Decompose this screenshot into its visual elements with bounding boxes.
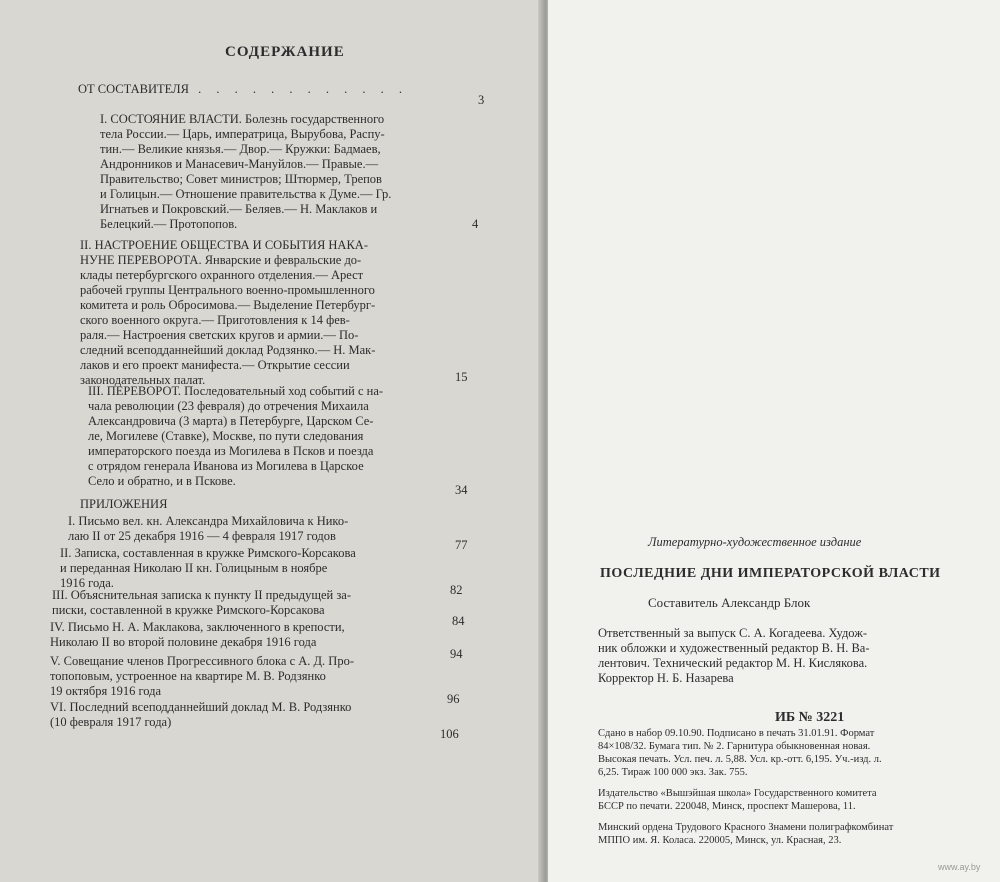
imprint-block: Сдано в набор 09.10.90. Подписано в печать 31.01.91. Формат 84×108/32. Бумага тип. № 2. Гарнитура обыкновенная новая. Высокая печать. Усл. печ. л. 5,88. Усл. кр.-отт. 6,195. Уч.-изд. л. 6,25. Тираж 100 000 экз. Зак. 755. xyxy=(598,728,882,778)
toc-page-number: 82 xyxy=(450,583,463,597)
book-title: ПОСЛЕДНИЕ ДНИ ИМПЕРАТОРСКОЙ ВЛАСТИ xyxy=(600,566,941,581)
toc-entry-chapter-3 xyxy=(88,384,458,489)
toc-entry-text: VI. Последний всеподданнейший доклад М. В. Родзянко (10 февраля 1917 года) xyxy=(50,700,352,729)
toc-page-number: 77 xyxy=(455,538,468,552)
toc-page-number: 94 xyxy=(450,647,463,661)
toc-appendix-4 xyxy=(50,620,450,650)
toc-title: СОДЕРЖАНИЕ xyxy=(225,44,345,60)
compiler-line: Составитель Александр Блок xyxy=(648,595,811,610)
toc-entry-text: I. Письмо вел. кн. Александра Михайловича к Нико- лаю II от 25 декабря 1916 — 4 февраля 1917 годов xyxy=(68,514,349,543)
toc-entry-chapter-1 xyxy=(100,112,470,232)
toc-entry-text: V. Совещание членов Прогрессивного блока с А. Д. Про- топоповым, устроенное на квартире М. В. Родзянко 19 октября 1916 года xyxy=(50,654,354,698)
toc-entry-text: ОТ СОСТАВИТЕЛЯ xyxy=(78,82,189,96)
toc-page-number: 84 xyxy=(452,614,465,628)
toc-entry-chapter-2 xyxy=(80,238,460,388)
toc-page-number: 34 xyxy=(455,483,468,497)
toc-page-number: 96 xyxy=(447,692,460,706)
publisher-block: Издательство «Вышэйшая школа» Государственного комитета БССР по печати. 220048, Минск, проспект Машерова, 11. xyxy=(598,788,877,812)
toc-entry-text: III. ПЕРЕВОРОТ. Последовательный ход событий с на- чала революции (23 февраля) до отречения Михаила Александровича (3 марта) в Петербурге, Царском Се- ле, Могилеве (Ставке), Москве, по пути следования императорского поезда из Могилева в Псков и поезда с отрядом генерала Иванова из Могилева в Царское Село и обратно, и в Пскове. xyxy=(88,384,384,488)
toc-entry-text: III. Объяснительная записка к пункту II предыдущей за- писки, составленной в кружке Римского-Корсакова xyxy=(52,588,352,617)
toc-appendix-1 xyxy=(68,514,448,544)
toc-appendix-3 xyxy=(52,588,452,618)
toc-entry-text: II. Записка, составленная в кружке Римского-Корсакова и переданная Николаю II кн. Голицыным в ноябре 1916 года. xyxy=(60,546,356,590)
toc-entry-text: ПРИЛОЖЕНИЯ xyxy=(80,497,168,511)
toc-page-number: 3 xyxy=(478,93,485,107)
toc-appendix-2 xyxy=(60,546,450,591)
credits-block: Ответственный за выпуск С. А. Когадеева. Худож- ник обложки и художественный редактор В. Н. Ва- лентович. Технический редактор М. Н. Кислякова. Корректор Н. Б. Назарева xyxy=(598,626,870,685)
toc-page-number: 4 xyxy=(472,217,479,231)
toc-page-number: 15 xyxy=(455,370,468,384)
toc-entry-foreword xyxy=(78,82,408,97)
leader-dots: . . . . . . . . . . . . xyxy=(188,82,408,96)
toc-appendices-heading xyxy=(80,497,167,512)
toc-page-number: 106 xyxy=(440,727,459,741)
printer-block: Минский ордена Трудового Красного Знамени полиграфкомбинат МППО им. Я. Коласа. 220005, Минск, ул. Красная, 23. xyxy=(598,822,894,846)
toc-appendix-6 xyxy=(50,700,450,730)
watermark: www.ay.by xyxy=(938,862,981,872)
toc-appendix-5 xyxy=(50,654,450,699)
toc-entry-text: I. СОСТОЯНИЕ ВЛАСТИ. Болезнь государственного тела России.— Царь, императрица, Вырубова, Распу- тин.— Великие князья.— Двор.— Кружки: Бадмаев, Андронников и Манасевич-Мануйлов.— Правые.— Правительство; Совет министров; Штюрмер, Трепов и Голицын.— Отношение правительства к Думе.— Гр. Игнатьев и Покровский.— Беляев.— Н. Маклаков и Белецкий.— Протопопов. xyxy=(100,112,392,231)
toc-entry-text: II. НАСТРОЕНИЕ ОБЩЕСТВА И СОБЫТИЯ НАКА- НУНЕ ПЕРЕВОРОТА. Январские и февральские до- клады петербургского охранного отделения.— Арест рабочей группы Центрального военно-промышленного комитета и роль Обросимова.— Выделение Петербург- ского военного округа.— Приготовления к 14 фев- раля.— Настроения светских кругов и армии.— По- следний всеподданнейший доклад Родзянко.— Н. Мак- лаков и его проект манифеста.— Открытие сессии законодательных палат. xyxy=(80,238,376,387)
ib-number: ИБ № 3221 xyxy=(775,710,845,725)
toc-entry-text: IV. Письмо Н. А. Маклакова, заключенного в крепости, Николаю II во второй половине декабря 1916 года xyxy=(50,620,345,649)
edition-genre: Литературно-художественное издание xyxy=(648,535,862,549)
